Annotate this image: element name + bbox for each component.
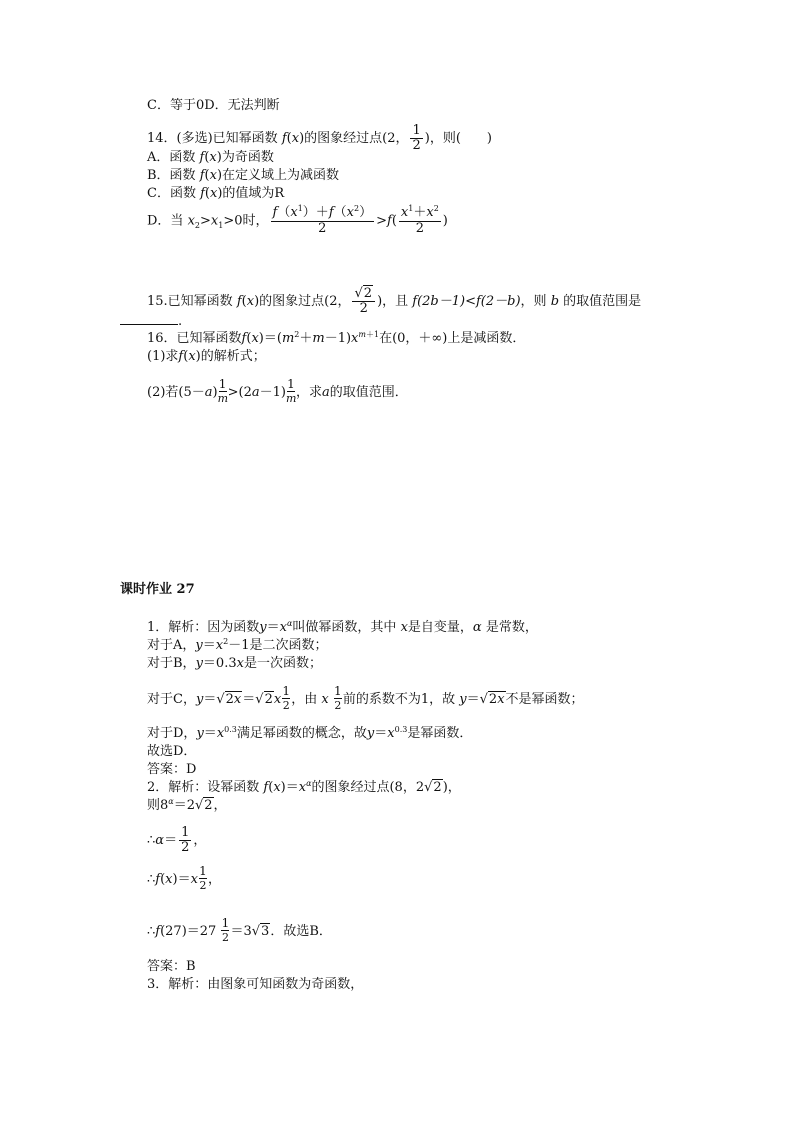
q14-option-a: A．函数 f(x)为奇函数 [147,150,274,165]
a2-answer: 答案：B [147,959,196,974]
a1-line5: 对于D，$y=x^{0.3}$满足幂函数的概念，故$y=x^{0.3}$是幂函数． [147,725,473,741]
q16-part1: (1)求f(x)的解析式； [147,349,266,364]
section-title: 课时作业 27 [120,582,195,597]
a1-line1: 1．解析：因为函数$y=x^\alpha$叫做幂函数，其中 x是自变量，α 是常数， [147,619,538,635]
a2-line5: ∴f(27)＝27 $\frac{1}{2}$ ＝3√3．故选B． [147,916,332,944]
a1-answer: 答案：D [147,762,197,777]
q14-stem: 14．(多选)已知幂函数 f(x)的图象经过点(2， $\frac{1}{2}$ )，则( ) [147,123,492,153]
q16-part2: (2)若(5－a) $\frac{1}{m}$ >(2a－1) $\frac{1}{m}$ ，求a的取值范围． [147,377,408,405]
q14-option-c: C．函数 f(x)的值域为R [147,186,285,201]
a2-line2: 则$8^\alpha=2√2$， [147,797,227,813]
a1-line2: 对于A，$y=x^2-1$是二次函数； [147,637,328,653]
a2-line1: 2．解析：设幂函数 $f(x)=x^\alpha$的图象经过点(8，2√2)， [147,779,461,795]
a1-line3: 对于B，y＝0.3x是一次函数； [147,656,322,671]
q16-stem: 16．已知幂函数$f(x)=(m^2+m-1)x^{m+1}$在(0，＋∞)上是减函数． [147,330,526,346]
a3-line1: 3．解析：由图象可知函数为奇函数， [147,977,364,992]
q14-option-d: D．当 $x_2>x_1>0$时， $\frac{f(x^1)+f(x^2)}{2}$ >f( $\frac{x^1+x^2}{2}$ ) [147,204,448,236]
q15-stem: 15.已知幂函数 f(x)的图象过点(2， $\frac{√2}{2}$ )，且 f(2b－1)<f(2－b)，则 b 的取值范围是 [147,286,642,316]
a2-line4: ∴f(x)＝x $\frac{1}{2}$ ， [147,864,221,892]
a1-line4: 对于C，y＝√2x＝√2x $\frac{1}{2}$ ，由 x $\frac{1}{2}$ 前的系数不为1，故 y＝√2x不是幂函数； [147,684,584,712]
q13-option-c: C．等于0D．无法判断 [147,98,280,113]
a1-line6: 故选D． [147,744,197,759]
q15-answer-blank: . [120,312,182,330]
q14-option-b: B．函数 f(x)在定义域上为减函数 [147,168,340,183]
a2-line3: ∴α＝ $\frac{1}{2}$ ， [147,825,207,855]
